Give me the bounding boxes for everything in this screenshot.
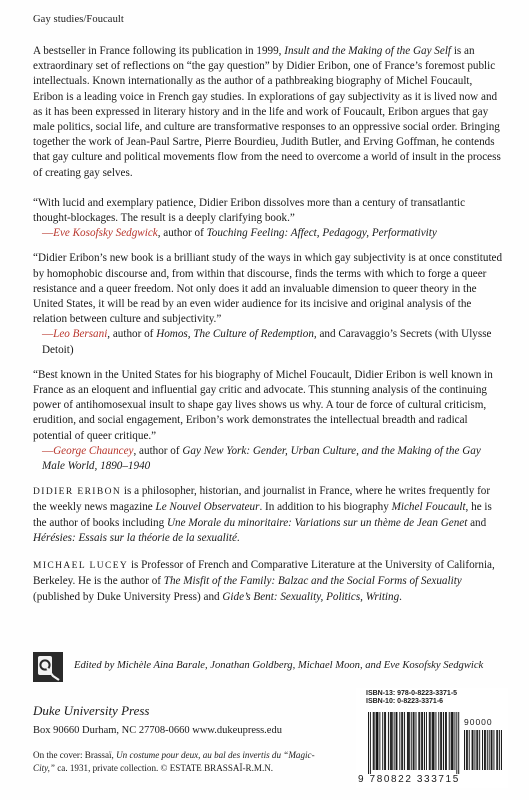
barcode-bar: [435, 712, 436, 770]
barcode-bar: [449, 712, 450, 770]
barcode-bar: [416, 712, 417, 770]
publisher-name: Duke University Press: [33, 703, 150, 718]
cover-credit: [33, 749, 323, 774]
barcode-bar: [433, 712, 434, 770]
barcode-bar: [408, 712, 409, 770]
price-barcode-bar: [482, 730, 483, 770]
blurb-chauncey: [33, 368, 503, 474]
barcode-bar: [379, 712, 380, 770]
series-editors: Edited by Michèle Aina Barale, Jonathan Goldberg, Michael Moon, and Eve Kosofsky Sedgwick: [74, 660, 484, 671]
blurb-attribution: [33, 327, 503, 357]
barcode-bar: [453, 712, 454, 770]
price-barcode-bar: [467, 730, 468, 770]
barcode-bar: [456, 712, 457, 774]
blurb-attribution: [33, 226, 503, 241]
credit-title: Un costume pour deux, au bal des invertis du “Magic-City,”: [33, 750, 315, 773]
price-barcode-bar: [496, 730, 497, 770]
barcode-bar: [377, 712, 378, 770]
blurb-bersani: [33, 251, 503, 357]
price-barcode-bar: [469, 730, 470, 770]
barcode-bar: [445, 712, 446, 770]
attribution-text: , author of: [107, 328, 157, 341]
blurb-attribution: [33, 444, 503, 474]
barcode-bar: [401, 712, 402, 770]
attribution-dash: —: [42, 227, 54, 240]
price-barcode-bar: [473, 730, 474, 770]
category-label: Gay studies/Foucault: [33, 14, 124, 25]
barcode-bar: [430, 712, 431, 770]
barcode-bar: [426, 712, 427, 770]
price-barcode-bar: [472, 730, 473, 770]
barcode-bar: [441, 712, 442, 770]
price-barcode-bar: [497, 730, 498, 770]
barcode-bar: [421, 712, 422, 770]
price-barcode-bar: [493, 730, 494, 770]
isbn-13: ISBN-13: 978-0-8223-3371-5: [366, 690, 458, 697]
bio-text: is a philosopher, historian, and journalist in France, where he writes frequently for the weekly news magazine: [33, 485, 491, 514]
ean-digits: 9 780822 333715: [358, 774, 460, 785]
bio-title: Gide’s Bent: Sexuality, Politics, Writing: [222, 590, 400, 603]
bio-title: Hérésies: Essais sur la théorie de la sexualité: [33, 531, 237, 544]
barcode-bar: [454, 712, 455, 770]
isbn-barcode-block: [356, 688, 508, 788]
bio-name: DIDIER ERIBON: [33, 487, 122, 498]
blurb-text: “Didier Eribon’s new book is a brilliant study of the ways in which gay subjectivity is at once constituted by homophobic discourse and, from within that discourse, finds the terms with which to forge a queer resistance and a queer freedom. Not only does it add an invaluable dimension to queer theory in the United States, it will be read by an even wider audience for its incisive and original analysis of the relation between culture and subjectivity.”: [33, 252, 503, 326]
barcode-bar: [374, 712, 375, 770]
author-works: Gay New York: Gender, Urban Culture, and the Making of the Gay Male World, 1890–1940: [42, 444, 481, 473]
barcode-bar: [418, 712, 419, 770]
attribution-dash: —: [42, 444, 54, 457]
series-editors-row: [33, 652, 503, 682]
barcode-bar: [385, 712, 386, 770]
translator-bio: [33, 558, 503, 605]
barcode-bar: [391, 712, 392, 770]
blurb-author: George Chauncey: [53, 444, 134, 457]
price-barcode-bar: [487, 730, 488, 770]
barcode-bar: [397, 712, 398, 770]
barcode-bar: [434, 712, 435, 770]
barcode-bar: [392, 712, 393, 770]
barcode-bar: [443, 712, 444, 770]
price-barcode-bar: [501, 730, 502, 770]
barcode-bar: [458, 712, 459, 774]
barcode-bar: [407, 712, 408, 770]
barcode-bar: [404, 712, 405, 770]
barcode-bar: [446, 712, 447, 770]
barcode-bar: [409, 712, 410, 770]
price-barcode-bar: [489, 730, 490, 770]
attribution-dash: —: [42, 328, 54, 341]
barcode-bar: [373, 712, 374, 770]
blurb-text: “Best known in the United States for his biography of Michel Foucault, Didier Eribon is well known in France as an eloquent and influential gay critic and advocate. This stunning analysis of the continuing power of antihomosexual insult to shape gay lives shows us why. A tour de force of cultural criticism, erudition, and social engagement, Eribon’s work demonstrates the intellectual breadth and radical potential of queer critique.”: [33, 368, 493, 442]
bio-text: is Professor of French and Comparative Literature at the University of California, Berkeley. He is the author of: [33, 559, 495, 588]
price-barcode-bar: [474, 730, 475, 770]
barcode-graphic: [356, 688, 508, 788]
barcode-bar: [382, 712, 383, 770]
barcode-bar: [452, 712, 453, 770]
barcode-bar: [422, 712, 423, 770]
barcode-bar: [370, 712, 371, 774]
publisher-address: Box 90660 Durham, NC 27708-0660 www.dukeupress.edu: [33, 725, 282, 736]
barcode-bar: [394, 712, 395, 770]
blurb-text: “With lucid and exemplary patience, Didier Eribon dissolves more than a century of transatlantic thought-blockages. The result is a deeply clarifying book.”: [33, 196, 466, 225]
bio-text: . In addition to his biography: [259, 501, 392, 514]
series-q-logo-icon: [33, 652, 63, 682]
barcode-bar: [440, 712, 441, 770]
bio-text: and: [467, 516, 487, 529]
description-text: A bestseller in France following its publication in 1999,: [33, 45, 285, 57]
barcode-bar: [414, 712, 415, 770]
barcode-bar: [384, 712, 385, 770]
bio-title: Michel Foucault: [391, 501, 466, 514]
bio-text: (published by Duke University Press) and: [33, 590, 223, 603]
attribution-post: and Caravaggio’s Secrets (with Ulysse Detoit): [42, 328, 492, 356]
barcode-bar: [424, 712, 425, 770]
author-bio: [33, 484, 503, 546]
barcode-bar: [368, 712, 369, 774]
price-barcode-bar: [485, 730, 486, 770]
attribution-text: , author of: [157, 227, 207, 240]
price-barcode-bar: [466, 730, 467, 770]
barcode-bar: [411, 712, 412, 770]
bio-name: MICHAEL LUCEY: [33, 561, 129, 572]
attribution-text: , author of: [133, 444, 183, 457]
barcode-bar: [429, 712, 430, 770]
credit-text: ca. 1931, private collection. © ESTATE BRASSAÏ-R.M.N.: [54, 762, 274, 773]
price-code: 90000: [464, 717, 493, 727]
blurb-author: Leo Bersani: [53, 328, 108, 341]
barcode-bar: [451, 712, 452, 770]
credit-text: On the cover: Brassaï,: [33, 750, 117, 760]
price-barcode-bar: [484, 730, 485, 770]
price-barcode-bar: [479, 730, 480, 770]
blurb-sedgwick: [33, 196, 503, 242]
price-barcode-bar: [477, 730, 478, 770]
barcode-bar: [396, 712, 397, 770]
barcode-bar: [376, 712, 377, 770]
description-text-cont: is an extraordinary set of reflections on “the gay question” by Didier Eribon, one of France’s foremost public intellectuals. Known internationally as the author of a pathbreaking biography of Michel Foucault, Eribon is a leading voice in French gay studies. In explorations of gay subjectivity as it is lived now and as it has been expressed in literary history and in the life and work of Foucault, Eribon argues that gay male politics, social life, and culture are transformative responses to an oppressive social order. Bringing together the work of Jean-Paul Sartre, Pierre Bourdieu, Judith Butler, and Erving Goffman, he contends that gay culture and political movements flow from the need to overcome a world of insult in the process of creating gay selves.: [33, 45, 501, 179]
bio-text: .: [399, 590, 402, 603]
book-title: Insult and the Making of the Gay Self: [284, 45, 452, 57]
book-description: [33, 44, 503, 181]
barcode-bar: [388, 712, 389, 770]
isbn-10: ISBN-10: 0-8223-3371-6: [366, 698, 444, 705]
price-barcode-bar: [492, 730, 493, 770]
bio-text: , he is the author of books including: [33, 501, 492, 529]
barcode-bar: [402, 712, 403, 770]
barcode-bar: [419, 712, 420, 770]
bio-title: Le Nouvel Observateur: [155, 501, 260, 514]
barcode-bar: [438, 712, 439, 770]
bio-title: The Misfit of the Family: Balzac and the Social Forms of Sexuality: [163, 575, 462, 588]
barcode-bar: [432, 712, 433, 770]
cover-text-body: [33, 44, 503, 617]
barcode-bar: [413, 712, 414, 770]
bio-title: Une Morale du minoritaire: Variations sur un thème de Jean Genet: [166, 516, 468, 529]
bio-text: .: [236, 531, 240, 544]
price-barcode-bar: [491, 730, 492, 770]
barcode-bar: [399, 712, 400, 770]
author-works: Touching Feeling: Affect, Pedagogy, Performativity: [206, 227, 437, 240]
barcode-bar: [390, 712, 391, 770]
price-barcode-bar: [476, 730, 477, 770]
price-barcode-bar: [464, 730, 465, 770]
barcode-bar: [378, 712, 379, 770]
price-barcode-bar: [499, 730, 500, 770]
blurb-author: Eve Kosofsky Sedgwick: [53, 227, 158, 240]
author-works: Homos, The Culture of Redemption,: [156, 328, 317, 341]
